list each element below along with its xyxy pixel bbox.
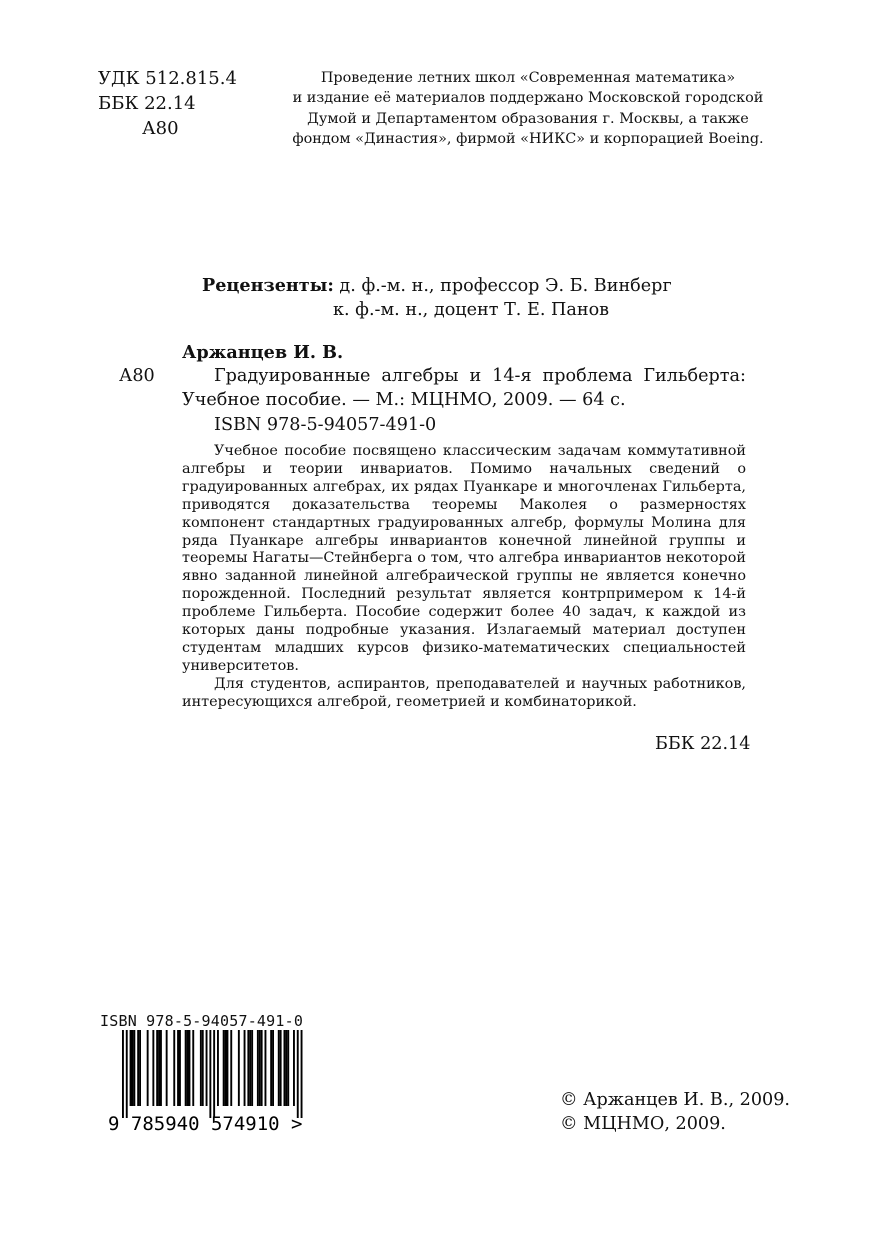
sponsor-line: Думой и Департаментом образования г. Москвы, а также — [307, 110, 749, 127]
bbk-code: ББК 22.14 — [98, 93, 196, 114]
copyright-line: © МЦНМО, 2009. — [560, 1114, 726, 1134]
barcode-bar — [158, 1030, 160, 1106]
barcode-bar — [230, 1030, 232, 1106]
title-word: алгебры — [381, 366, 459, 386]
shelf-code: А80 — [119, 366, 155, 386]
barcode-bar — [130, 1030, 132, 1106]
barcode-bar — [223, 1030, 225, 1106]
barcode-bar — [187, 1030, 189, 1106]
author-name: Аржанцев И. В. — [182, 342, 344, 363]
barcode-bar — [152, 1030, 154, 1106]
title-word: Градуированные — [214, 366, 371, 386]
barcode-bar — [185, 1030, 187, 1106]
barcode-bar — [257, 1030, 259, 1106]
isbn-text: ISBN 978-5-94057-491-0 — [214, 415, 437, 435]
barcode-bars — [100, 1030, 320, 1134]
barcode-bar — [272, 1030, 274, 1106]
reviewer-second: к. ф.-м. н., доцент Т. Е. Панов — [333, 300, 610, 320]
barcode-bar — [202, 1030, 204, 1106]
barcode-bar — [285, 1030, 287, 1106]
abstract-paragraph: Учебное пособие посвящено классическим задачам коммутативной алгебры и теории инвариатов. Помимо начальных сведений о градуированных алгебрах, их рядах Пуанкаре и многочленах Гильберта, приводятся доказательства теоремы Маколея о размерностях компонент стандартных градуированных алгебр, формулы Молина для ряда Пуанкаре алгебры инвариантов конечной линейной группы и теоремы Нагаты—Стейнберга о том, что алгебра инвариантов некоторой явно заданной линейной алгебраической группы не является конечно порожденной. Последний результат является контрпримером к 14-й проблеме Гильберта. Пособие содержит более 40 задач, к каждой из которых даны подробные указания. Излагаемый материал доступен студентам младших курсов физико-математических специальностей университетов. — [182, 443, 746, 674]
barcode-bar — [166, 1030, 168, 1106]
barcode-digits: 9 785940 574910 > — [108, 1113, 303, 1134]
barcode-bar — [225, 1030, 227, 1106]
title-word: Гильберта: — [643, 366, 746, 386]
copyright-line: © Аржанцев И. В., 2009. — [560, 1090, 790, 1110]
barcode-bar — [213, 1030, 215, 1118]
bbk-code-bottom: ББК 22.14 — [655, 734, 751, 754]
barcode-bar — [217, 1030, 219, 1106]
barcode-bar — [156, 1030, 158, 1106]
barcode-bar — [133, 1030, 135, 1106]
barcode-bar — [247, 1030, 249, 1106]
barcode-bar — [249, 1030, 251, 1106]
abstract-paragraph: Для студентов, аспирантов, преподавателей и научных работников, интересующихся алгеброй, геометрией и комбинаторикой. — [182, 675, 746, 710]
abstract — [182, 443, 746, 712]
barcode-bar — [278, 1030, 280, 1106]
sponsor-line: Проведение летних школ «Современная математика» — [320, 70, 736, 86]
barcode-bar — [173, 1030, 175, 1106]
isbn-barcode — [100, 1012, 320, 1134]
barcode-bar — [132, 1030, 134, 1106]
barcode-bar — [206, 1030, 208, 1106]
barcode-bar — [209, 1030, 211, 1118]
publication-info: Учебное пособие. — М.: МЦНМО, 2009. — 64 с. — [182, 390, 626, 410]
sponsor-line: и издание её материалов поддержано Московской городской — [292, 90, 764, 107]
barcode-bar — [126, 1030, 128, 1118]
book-title-block — [182, 364, 746, 412]
barcode-bar — [301, 1030, 303, 1118]
sponsor-line: фондом «Династия», фирмой «НИКС» и корпорацией Boeing. — [292, 131, 764, 148]
barcode-bar — [122, 1030, 124, 1118]
author-sign-code: А80 — [142, 118, 179, 139]
barcode-bar — [251, 1030, 253, 1106]
reviewers-label: Рецензенты: — [202, 275, 334, 296]
barcode-bar — [137, 1030, 139, 1106]
book-title-line — [182, 364, 746, 388]
title-word: 14-я — [492, 366, 532, 386]
barcode-bar — [244, 1030, 246, 1106]
barcode-bar — [259, 1030, 261, 1106]
barcode-bar — [284, 1030, 286, 1106]
classification-codes — [98, 66, 237, 141]
barcode-bar — [189, 1030, 191, 1106]
barcode-bar — [261, 1030, 263, 1106]
reviewers-block — [202, 274, 672, 322]
barcode-bar — [139, 1030, 141, 1106]
barcode-bar — [287, 1030, 289, 1106]
barcode-bar — [265, 1030, 267, 1106]
title-word: проблема — [542, 366, 633, 386]
barcode-bar — [200, 1030, 202, 1106]
udk-code: УДК 512.815.4 — [98, 68, 237, 89]
barcode-bar — [270, 1030, 272, 1106]
barcode-bar — [179, 1030, 181, 1106]
barcode-bar — [227, 1030, 229, 1106]
barcode-bar — [160, 1030, 162, 1106]
sponsor-note — [262, 68, 794, 150]
copyright-block — [560, 1088, 790, 1136]
barcode-bar — [280, 1030, 282, 1106]
barcode-bar — [147, 1030, 149, 1106]
barcode-bar — [192, 1030, 194, 1106]
reviewer-first: д. ф.-м. н., профессор Э. Б. Винберг — [339, 276, 672, 296]
barcode-bar — [297, 1030, 299, 1118]
title-word: и — [469, 366, 482, 386]
barcode-bar — [293, 1030, 295, 1106]
barcode-bar — [177, 1030, 179, 1106]
barcode-isbn-text: ISBN 978-5-94057-491-0 — [100, 1012, 304, 1030]
barcode-bar — [238, 1030, 240, 1106]
